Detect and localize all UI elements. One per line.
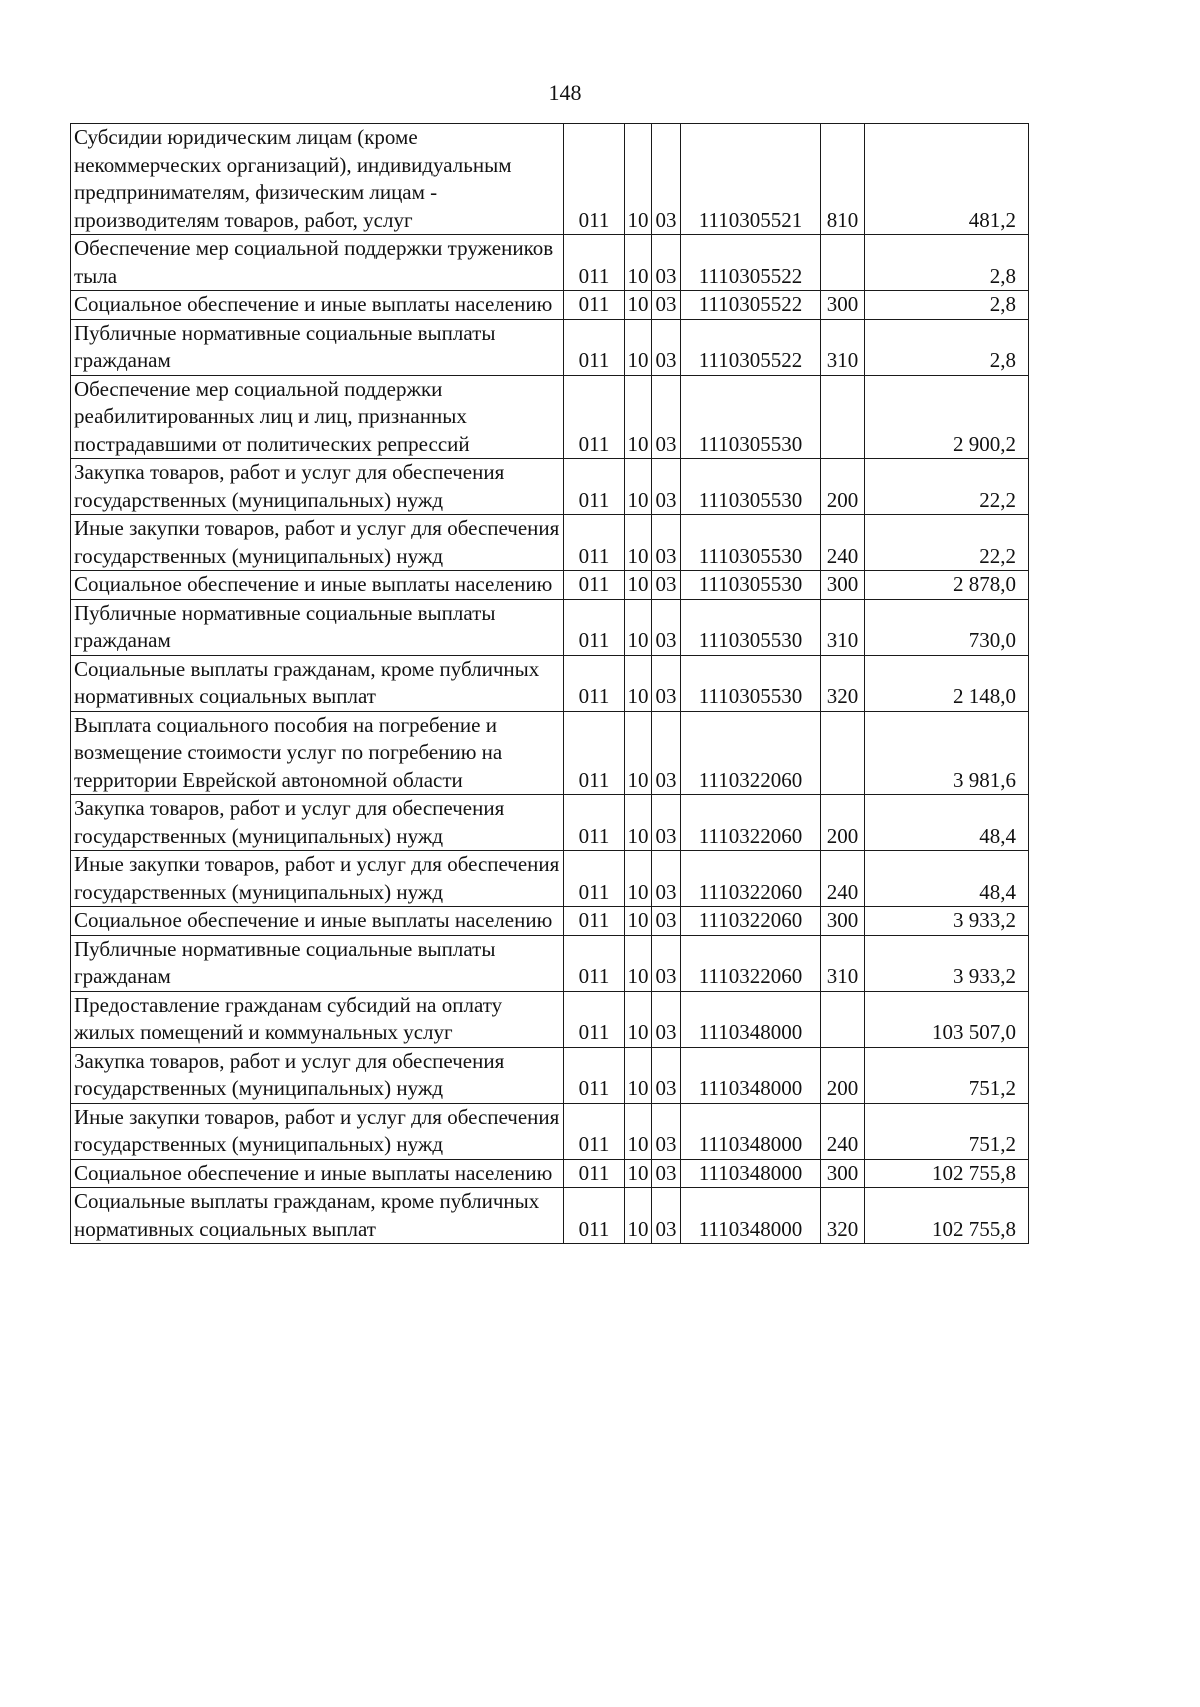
subsection-code-cell: 03: [652, 1103, 681, 1159]
section-code-cell: 10: [625, 795, 652, 851]
amount-cell: 3 981,6: [865, 711, 1029, 795]
grbs-code-cell: 011: [564, 935, 625, 991]
amount-cell: 48,4: [865, 795, 1029, 851]
amount-cell: 481,2: [865, 124, 1029, 235]
expense-name-cell: Социальные выплаты гражданам, кроме публичных нормативных социальных выплат: [71, 655, 564, 711]
grbs-code-cell: 011: [564, 291, 625, 320]
table-row: [71, 235, 1029, 291]
amount-cell: 2 878,0: [865, 571, 1029, 600]
amount-cell: 103 507,0: [865, 991, 1029, 1047]
target-article-cell: 1110305522: [681, 235, 821, 291]
target-article-cell: 1110305530: [681, 655, 821, 711]
section-code-cell: 10: [625, 124, 652, 235]
subsection-code-cell: 03: [652, 124, 681, 235]
subsection-code-cell: 03: [652, 235, 681, 291]
table-row: [71, 935, 1029, 991]
expense-name-cell: Выплата социального пособия на погребение и возмещение стоимости услуг по погребению на территории Еврейской автономной области: [71, 711, 564, 795]
expense-name-cell: Публичные нормативные социальные выплаты гражданам: [71, 319, 564, 375]
grbs-code-cell: 011: [564, 1188, 625, 1244]
subsection-code-cell: 03: [652, 515, 681, 571]
section-code-cell: 10: [625, 851, 652, 907]
amount-cell: 48,4: [865, 851, 1029, 907]
expense-type-cell: 320: [821, 655, 865, 711]
expense-type-cell: 200: [821, 459, 865, 515]
target-article-cell: 1110348000: [681, 1103, 821, 1159]
page-number: 148: [548, 80, 582, 105]
expense-name-cell: Публичные нормативные социальные выплаты гражданам: [71, 599, 564, 655]
expense-type-cell: 310: [821, 935, 865, 991]
expense-name-cell: Обеспечение мер социальной поддержки тружеников тыла: [71, 235, 564, 291]
section-code-cell: 10: [625, 291, 652, 320]
section-code-cell: 10: [625, 599, 652, 655]
target-article-cell: 1110322060: [681, 711, 821, 795]
table-row: [71, 1047, 1029, 1103]
table-row: [71, 515, 1029, 571]
subsection-code-cell: 03: [652, 711, 681, 795]
amount-cell: 2,8: [865, 291, 1029, 320]
target-article-cell: 1110305530: [681, 515, 821, 571]
subsection-code-cell: 03: [652, 795, 681, 851]
expense-name-cell: Социальное обеспечение и иные выплаты населению: [71, 907, 564, 936]
subsection-code-cell: 03: [652, 375, 681, 459]
expense-type-cell: [821, 235, 865, 291]
target-article-cell: 1110322060: [681, 851, 821, 907]
section-code-cell: 10: [625, 515, 652, 571]
expense-type-cell: 200: [821, 795, 865, 851]
target-article-cell: 1110348000: [681, 1159, 821, 1188]
table-row: [71, 1103, 1029, 1159]
expense-name-cell: Социальное обеспечение и иные выплаты населению: [71, 571, 564, 600]
expense-name-cell: Публичные нормативные социальные выплаты гражданам: [71, 935, 564, 991]
table-row: [71, 851, 1029, 907]
expense-type-cell: 320: [821, 1188, 865, 1244]
table-row: [71, 291, 1029, 320]
expense-name-cell: Закупка товаров, работ и услуг для обеспечения государственных (муниципальных) нужд: [71, 795, 564, 851]
expense-type-cell: 300: [821, 1159, 865, 1188]
expense-name-cell: Иные закупки товаров, работ и услуг для обеспечения государственных (муниципальных) нужд: [71, 515, 564, 571]
expense-type-cell: 240: [821, 515, 865, 571]
amount-cell: 102 755,8: [865, 1188, 1029, 1244]
grbs-code-cell: 011: [564, 1047, 625, 1103]
target-article-cell: 1110348000: [681, 991, 821, 1047]
section-code-cell: 10: [625, 907, 652, 936]
table-row: [71, 459, 1029, 515]
target-article-cell: 1110305530: [681, 599, 821, 655]
subsection-code-cell: 03: [652, 1188, 681, 1244]
subsection-code-cell: 03: [652, 459, 681, 515]
expense-type-cell: 240: [821, 851, 865, 907]
subsection-code-cell: 03: [652, 319, 681, 375]
expense-name-cell: Предоставление гражданам субсидий на оплату жилых помещений и коммунальных услуг: [71, 991, 564, 1047]
target-article-cell: 1110305530: [681, 459, 821, 515]
grbs-code-cell: 011: [564, 571, 625, 600]
section-code-cell: 10: [625, 1188, 652, 1244]
expense-type-cell: [821, 991, 865, 1047]
table-row: [71, 1159, 1029, 1188]
expense-type-cell: 300: [821, 571, 865, 600]
expense-name-cell: Закупка товаров, работ и услуг для обеспечения государственных (муниципальных) нужд: [71, 1047, 564, 1103]
grbs-code-cell: 011: [564, 235, 625, 291]
section-code-cell: 10: [625, 655, 652, 711]
subsection-code-cell: 03: [652, 991, 681, 1047]
grbs-code-cell: 011: [564, 1103, 625, 1159]
expense-name-cell: Социальные выплаты гражданам, кроме публичных нормативных социальных выплат: [71, 1188, 564, 1244]
budget-table-body: [71, 124, 1029, 1244]
grbs-code-cell: 011: [564, 375, 625, 459]
grbs-code-cell: 011: [564, 459, 625, 515]
table-row: [71, 795, 1029, 851]
section-code-cell: 10: [625, 1159, 652, 1188]
table-row: [71, 711, 1029, 795]
expense-name-cell: Обеспечение мер социальной поддержки реабилитированных лиц и лиц, признанных пострадавшими от политических репрессий: [71, 375, 564, 459]
amount-cell: 2,8: [865, 235, 1029, 291]
budget-table: [70, 123, 1029, 1244]
expense-name-cell: Социальное обеспечение и иные выплаты населению: [71, 1159, 564, 1188]
amount-cell: 3 933,2: [865, 907, 1029, 936]
expense-name-cell: Субсидии юридическим лицам (кроме некоммерческих организаций), индивидуальным предпринимателям, физическим лицам - производителям товаров, работ, услуг: [71, 124, 564, 235]
grbs-code-cell: 011: [564, 795, 625, 851]
amount-cell: 2,8: [865, 319, 1029, 375]
grbs-code-cell: 011: [564, 1159, 625, 1188]
grbs-code-cell: 011: [564, 711, 625, 795]
subsection-code-cell: 03: [652, 291, 681, 320]
grbs-code-cell: 011: [564, 907, 625, 936]
target-article-cell: 1110322060: [681, 907, 821, 936]
grbs-code-cell: 011: [564, 515, 625, 571]
expense-type-cell: 810: [821, 124, 865, 235]
grbs-code-cell: 011: [564, 991, 625, 1047]
table-row: [71, 375, 1029, 459]
target-article-cell: 1110305521: [681, 124, 821, 235]
target-article-cell: 1110305530: [681, 375, 821, 459]
grbs-code-cell: 011: [564, 124, 625, 235]
expense-type-cell: [821, 711, 865, 795]
amount-cell: 751,2: [865, 1047, 1029, 1103]
subsection-code-cell: 03: [652, 1159, 681, 1188]
table-row: [71, 571, 1029, 600]
grbs-code-cell: 011: [564, 655, 625, 711]
section-code-cell: 10: [625, 1047, 652, 1103]
expense-type-cell: 200: [821, 1047, 865, 1103]
amount-cell: 2 148,0: [865, 655, 1029, 711]
section-code-cell: 10: [625, 571, 652, 600]
table-row: [71, 319, 1029, 375]
expense-type-cell: 300: [821, 291, 865, 320]
table-row: [71, 991, 1029, 1047]
target-article-cell: 1110322060: [681, 935, 821, 991]
amount-cell: 730,0: [865, 599, 1029, 655]
target-article-cell: 1110348000: [681, 1047, 821, 1103]
target-article-cell: 1110305522: [681, 319, 821, 375]
section-code-cell: 10: [625, 459, 652, 515]
target-article-cell: 1110322060: [681, 795, 821, 851]
subsection-code-cell: 03: [652, 935, 681, 991]
amount-cell: 102 755,8: [865, 1159, 1029, 1188]
table-row: [71, 907, 1029, 936]
subsection-code-cell: 03: [652, 1047, 681, 1103]
amount-cell: 751,2: [865, 1103, 1029, 1159]
section-code-cell: 10: [625, 375, 652, 459]
expense-name-cell: Иные закупки товаров, работ и услуг для обеспечения государственных (муниципальных) нужд: [71, 1103, 564, 1159]
expense-name-cell: Социальное обеспечение и иные выплаты населению: [71, 291, 564, 320]
amount-cell: 22,2: [865, 515, 1029, 571]
section-code-cell: 10: [625, 235, 652, 291]
grbs-code-cell: 011: [564, 319, 625, 375]
expense-name-cell: Закупка товаров, работ и услуг для обеспечения государственных (муниципальных) нужд: [71, 459, 564, 515]
expense-type-cell: [821, 375, 865, 459]
table-row: [71, 655, 1029, 711]
target-article-cell: 1110305530: [681, 571, 821, 600]
subsection-code-cell: 03: [652, 851, 681, 907]
subsection-code-cell: 03: [652, 655, 681, 711]
amount-cell: 3 933,2: [865, 935, 1029, 991]
table-row: [71, 1188, 1029, 1244]
expense-type-cell: 310: [821, 319, 865, 375]
expense-type-cell: 240: [821, 1103, 865, 1159]
subsection-code-cell: 03: [652, 571, 681, 600]
expense-type-cell: 300: [821, 907, 865, 936]
target-article-cell: 1110305522: [681, 291, 821, 320]
section-code-cell: 10: [625, 1103, 652, 1159]
table-row: [71, 124, 1029, 235]
subsection-code-cell: 03: [652, 599, 681, 655]
expense-type-cell: 310: [821, 599, 865, 655]
section-code-cell: 10: [625, 991, 652, 1047]
target-article-cell: 1110348000: [681, 1188, 821, 1244]
table-row: [71, 599, 1029, 655]
section-code-cell: 10: [625, 935, 652, 991]
section-code-cell: 10: [625, 711, 652, 795]
section-code-cell: 10: [625, 319, 652, 375]
grbs-code-cell: 011: [564, 851, 625, 907]
subsection-code-cell: 03: [652, 907, 681, 936]
amount-cell: 22,2: [865, 459, 1029, 515]
grbs-code-cell: 011: [564, 599, 625, 655]
amount-cell: 2 900,2: [865, 375, 1029, 459]
expense-name-cell: Иные закупки товаров, работ и услуг для обеспечения государственных (муниципальных) нужд: [71, 851, 564, 907]
